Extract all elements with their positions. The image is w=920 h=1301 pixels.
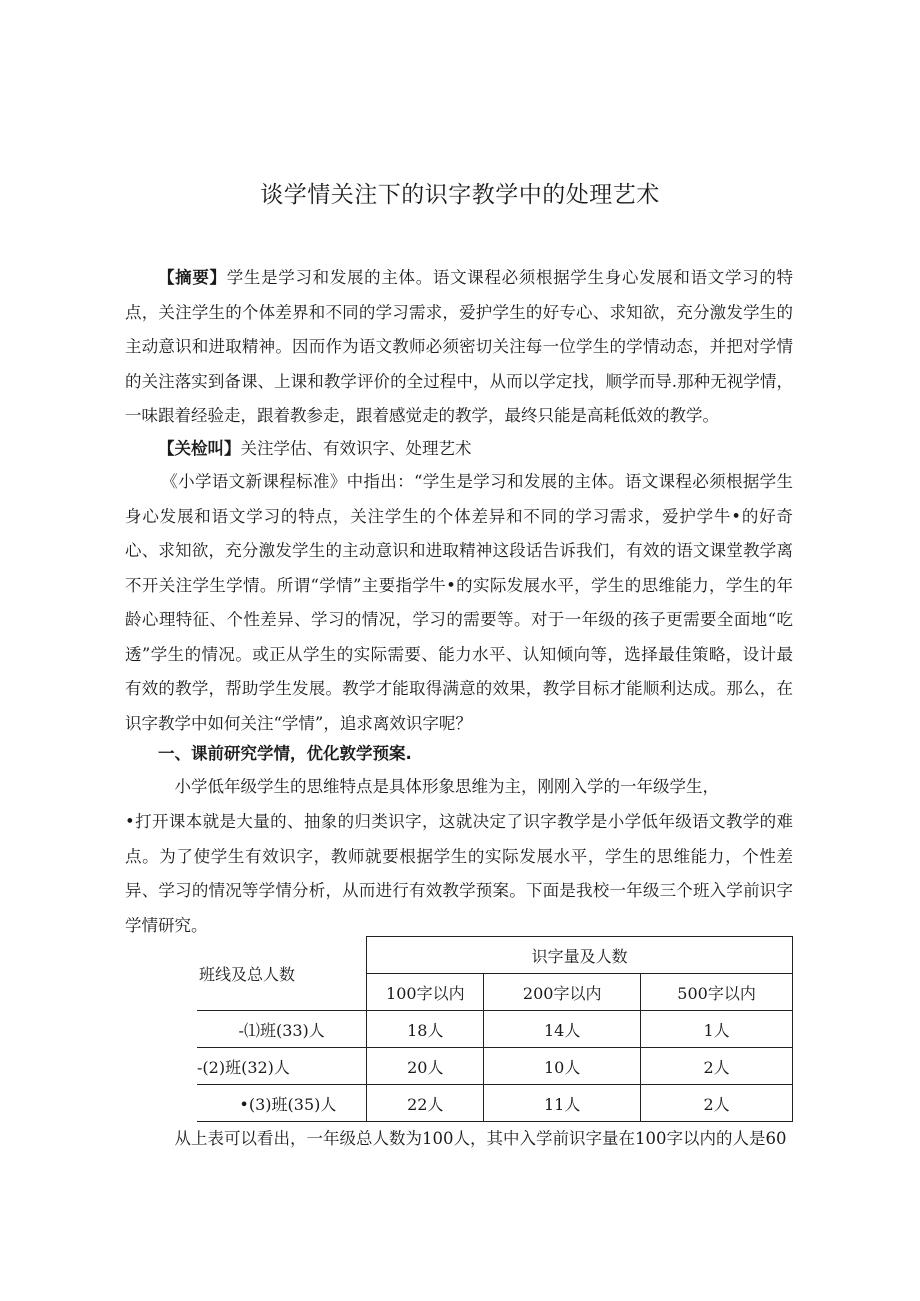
literacy-table (197, 936, 793, 1122)
table-cell: 1人 (641, 1011, 793, 1048)
section-1-paragraph-2: •打开课本就是大量的、抽象的归类识字，这就决定了识字教学是小学低年级语文教学的难点。为了使学生有效识字，教师就要根据学生的实际发展水平，学生的思维能力，个性差异、学习的情况等学情分析，从而进行有效教学预案。下面是我校一年级三个班入学前识字学情研究。 (125, 812, 793, 935)
abstract-label: 【摘要】 (158, 268, 227, 287)
table-row-label: •(3)班(35)人 (197, 1085, 367, 1122)
table-column-header: 200字以内 (484, 974, 641, 1011)
table-row (197, 1011, 793, 1048)
keywords-text: 关注学估、有效识字、处理艺术 (240, 439, 472, 458)
table-cell: 14人 (484, 1011, 641, 1048)
table-row-label: -(2)班(32)人 (197, 1048, 367, 1085)
section-1-heading: 一、课前研究学情，优化敦学预案. (158, 744, 412, 763)
table-cell: 2人 (641, 1085, 793, 1122)
section-1-paragraph-1: 小学低年级学生的思维特点是具体形象思维为主，刚刚入学的一年级学生， (174, 777, 719, 796)
table-cell: 22人 (367, 1085, 484, 1122)
table-cell: 18人 (367, 1011, 484, 1048)
table-group-header: 识字量及人数 (367, 937, 793, 974)
abstract-text: 学生是学习和发展的主体。语文课程必须根据学生身心发展和语文学习的特点，关注学生的个体差界和不同的学习需求，爱护学生的好专心、求知欲，充分激发学生的主动意识和进取精神。因而作为语文教师必须密切关注每一位学生的学情动态，并把对学情的关注落实到备课、上课和教学评价的全过程中，从而以学定找，顺学而导.那种无视学情，一味跟着经验走，跟着教参走，跟着感觉走的教学，最终只能是高耗低效的教学。 (125, 268, 794, 425)
conclusion-paragraph: 从上表可以看出，一年级总人数为100人，其中入学前识字量在100字以内的人是60 (174, 1129, 787, 1148)
intro-paragraph: 《小学语文新课程标准》中指出：“学生是学习和发展的主体。语文课程必须根据学生身心发展和语文学习的特点，关注学生的个体差异和不同的学习需求，爱护学牛•的好奇心、求知欲，充分激发学生的主动意识和进取精神这段话告诉我们，有效的语文课堂教学离不开关注学生学情。所谓“学情”主要指学牛•的实际发展水平，学生的思维能力，学生的年龄心理特征、个性差异、学习的情况，学习的需要等。对于一年级的孩子更需要全面地“吃透”学生的情况。或正从学生的实际需要、能力水平、认知倾向等，选择最佳策略，设计最有效的教学，帮助学生发展。教学才能取得满意的效果，教学目标才能顺利达成。那么，在识字教学中如何关注“学情”，追求离效识字呢？ (125, 472, 793, 733)
document-title: 谈学情关注下的识字教学中的处理艺术 (260, 182, 660, 208)
keywords-paragraph (125, 432, 793, 467)
table-row (197, 1048, 793, 1085)
table-cell: 20人 (367, 1048, 484, 1085)
table-corner-header: 班线及总人数 (197, 937, 367, 1011)
table-cell: 11人 (484, 1085, 641, 1122)
abstract-paragraph (125, 261, 793, 434)
table-row (197, 1085, 793, 1122)
table-cell: 10人 (484, 1048, 641, 1085)
table-column-header: 500字以内 (641, 974, 793, 1011)
table-cell: 2人 (641, 1048, 793, 1085)
keywords-label: 【关检叫】 (158, 439, 241, 458)
table-column-header: 100字以内 (367, 974, 484, 1011)
table-row-label: -⑴班(33)人 (197, 1011, 367, 1048)
